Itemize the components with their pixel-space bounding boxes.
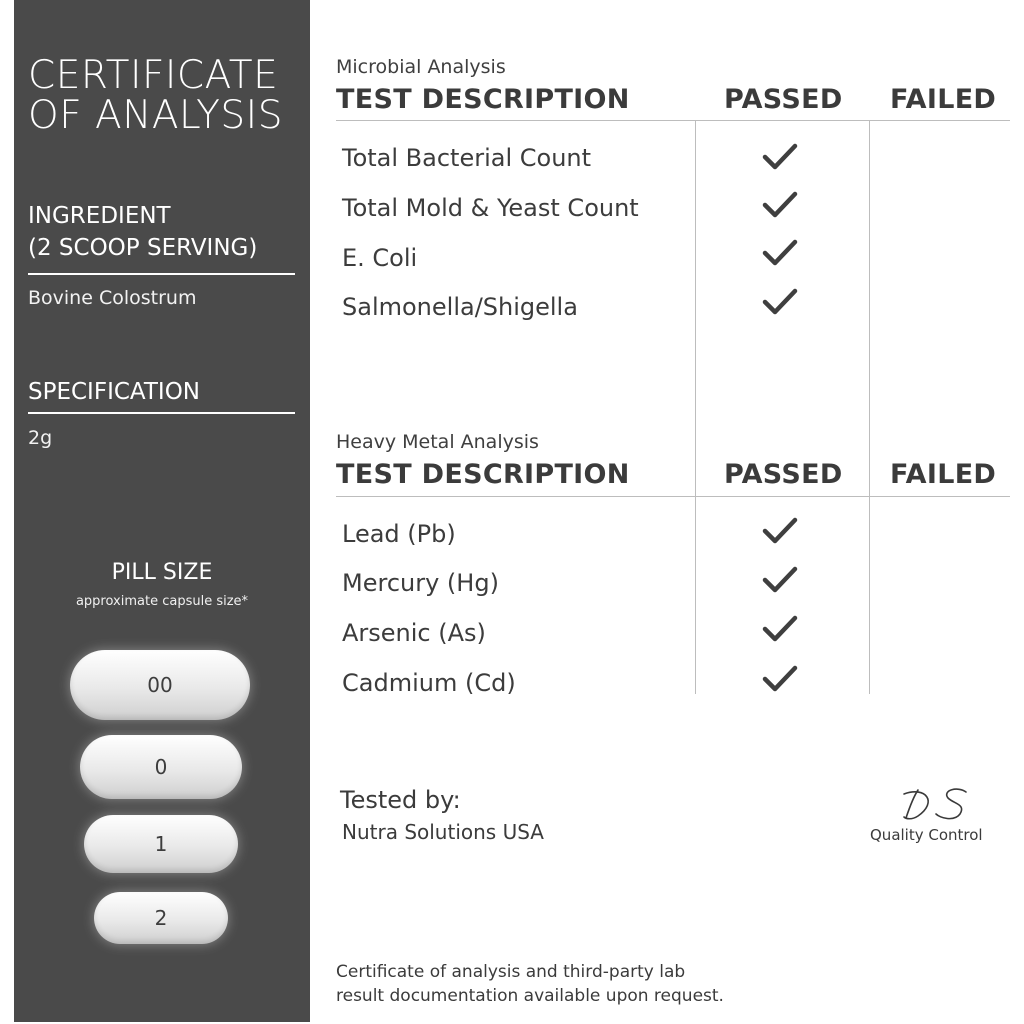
footnote-line-2: result documentation available upon request. xyxy=(336,986,724,1006)
heavy-metal-row-label: Mercury (Hg) xyxy=(342,569,499,597)
heavy-metal-section-label: Heavy Metal Analysis xyxy=(336,431,539,453)
capsule-label: 0 xyxy=(154,755,168,779)
sidebar-panel xyxy=(14,0,310,1022)
check-icon xyxy=(762,287,798,317)
capsule-00 xyxy=(70,650,250,720)
tested-by-heading: Tested by: xyxy=(340,786,461,814)
specification-heading: SPECIFICATION xyxy=(28,379,201,405)
page-title xyxy=(28,53,310,138)
check-icon xyxy=(762,142,798,172)
microbial-col-failed: FAILED xyxy=(890,84,997,115)
check-icon xyxy=(762,614,798,644)
footnote-line-1: Certificate of analysis and third-party lab xyxy=(336,962,686,982)
check-icon xyxy=(762,565,798,595)
capsule-label: 00 xyxy=(147,673,173,697)
heavy-metal-col-test-description: TEST DESCRIPTION xyxy=(336,459,630,490)
capsule-0 xyxy=(80,735,242,799)
capsule-label: 2 xyxy=(154,906,168,930)
passed-column-divider xyxy=(695,120,696,694)
pill-size-heading: PILL SIZE xyxy=(111,560,213,585)
microbial-row-label: Salmonella/Shigella xyxy=(342,293,578,321)
heavy-metal-col-passed: PASSED xyxy=(724,459,843,490)
heavy-metal-row-label: Arsenic (As) xyxy=(342,619,486,647)
microbial-row-label: Total Bacterial Count xyxy=(342,144,592,172)
failed-column-divider xyxy=(869,120,870,694)
microbial-header-divider xyxy=(336,120,1010,121)
heavy-metal-row-label: Cadmium (Cd) xyxy=(342,669,516,697)
microbial-col-test-description: TEST DESCRIPTION xyxy=(336,84,630,115)
ingredient-divider xyxy=(28,273,295,275)
specification-value: 2g xyxy=(28,427,53,449)
ingredient-heading-line-2: (2 SCOOP SERVING) xyxy=(28,235,258,261)
title-line-1: CERTIFICATE xyxy=(28,53,279,98)
microbial-col-passed: PASSED xyxy=(724,84,843,115)
title-line-2: OF ANALYSIS xyxy=(28,93,283,138)
footnote xyxy=(336,960,756,1008)
microbial-row-label: Total Mold & Yeast Count xyxy=(342,194,639,222)
check-icon xyxy=(762,664,798,694)
check-icon xyxy=(762,238,798,268)
check-icon xyxy=(762,190,798,220)
capsule-1 xyxy=(84,815,238,873)
ingredient-heading-line-1: INGREDIENT xyxy=(28,203,171,229)
microbial-row-label: E. Coli xyxy=(342,244,418,272)
quality-control-label: Quality Control xyxy=(870,826,983,844)
ingredient-heading xyxy=(28,200,295,264)
heavy-metal-header-divider xyxy=(336,496,1010,497)
microbial-section-label: Microbial Analysis xyxy=(336,56,506,78)
heavy-metal-row-label: Lead (Pb) xyxy=(342,520,456,548)
pill-size-subtitle: approximate capsule size* xyxy=(75,594,249,609)
ingredient-value: Bovine Colostrum xyxy=(28,287,197,309)
specification-divider xyxy=(28,412,295,414)
capsule-label: 1 xyxy=(154,832,168,856)
check-icon xyxy=(762,516,798,546)
signature-icon xyxy=(896,784,980,824)
lab-name: Nutra Solutions USA xyxy=(342,820,544,844)
capsule-2 xyxy=(94,892,228,944)
heavy-metal-col-failed: FAILED xyxy=(890,459,997,490)
